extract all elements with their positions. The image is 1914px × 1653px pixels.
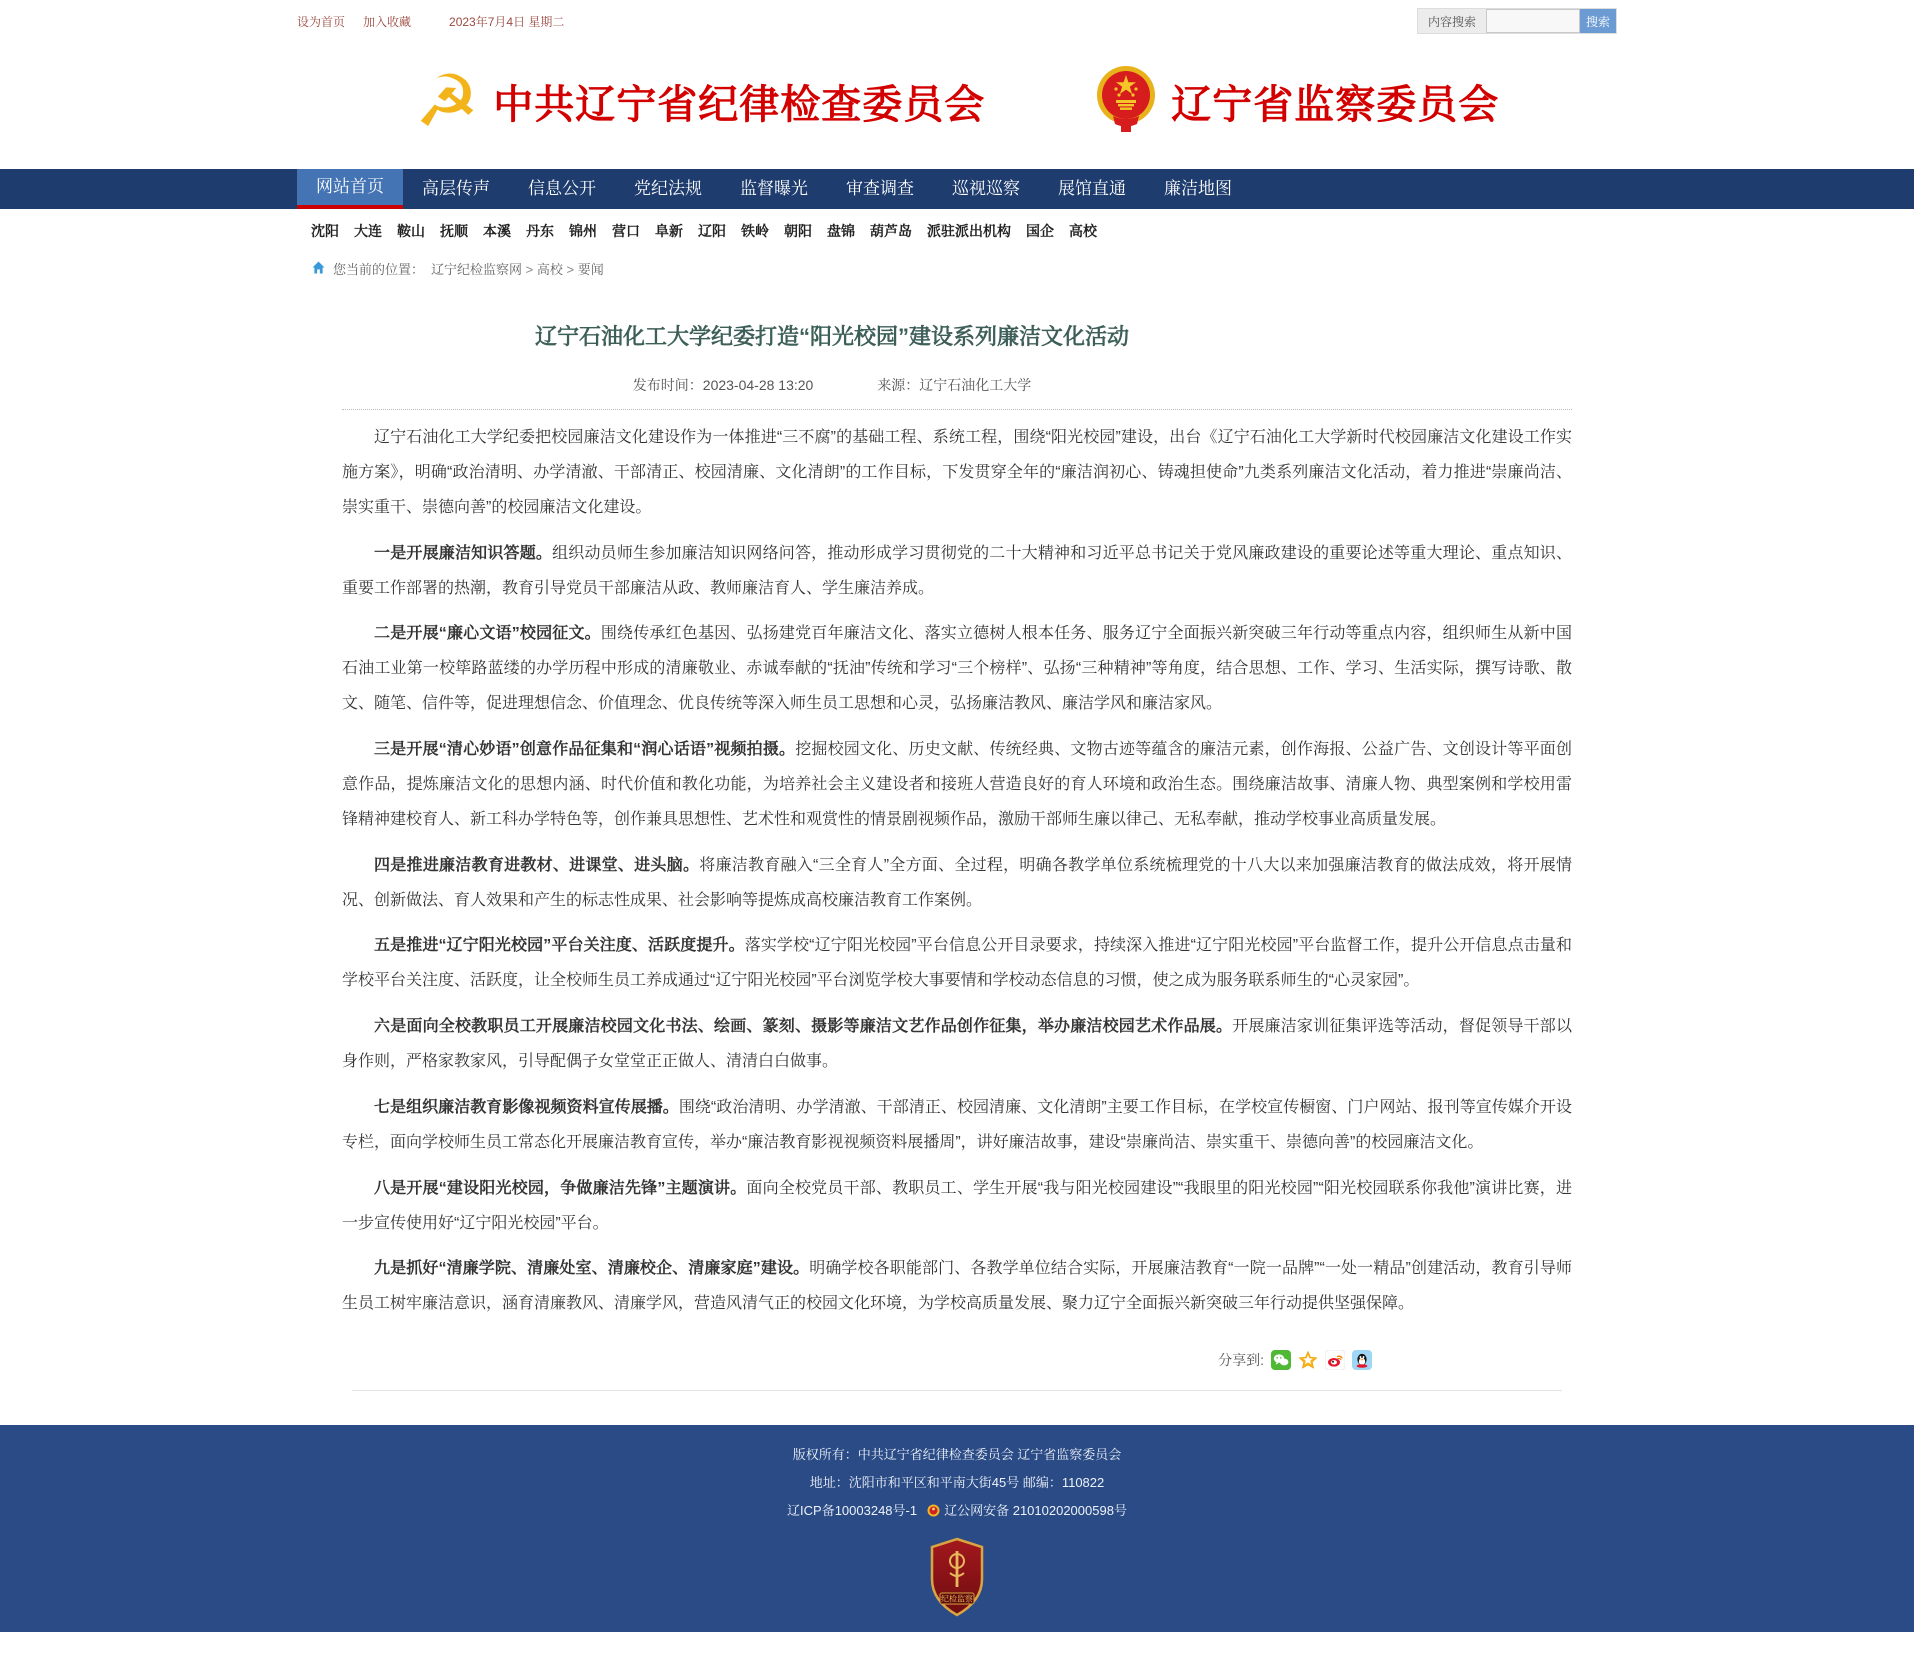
publish-time: 发布时间：2023-04-28 13:20 bbox=[632, 377, 814, 393]
qzone-icon[interactable] bbox=[1298, 1350, 1318, 1370]
article-paragraph bbox=[342, 421, 1572, 526]
main-nav bbox=[0, 169, 1914, 209]
national-emblem-icon bbox=[1095, 64, 1157, 139]
city-link[interactable]: 丹东 bbox=[526, 223, 554, 239]
search-box bbox=[1417, 8, 1617, 34]
article-paragraph bbox=[342, 1172, 1572, 1242]
paragraph-text: 围绕“政治清明、办学清澈、干部清正、校园清廉、文化清朗”主要工作目标，在学校宣传橱窗、门户网站、报刊等宣传媒介开设专栏，面向学校师生员工常态化开展廉洁教育宣传，举办“廉洁教育影视视频资料展播周”，讲好廉洁故事，建设“崇廉尚洁、崇实重干、崇德向善”的校园廉洁文化。 bbox=[342, 1098, 1572, 1151]
city-link[interactable]: 抚顺 bbox=[440, 223, 468, 239]
nav-item[interactable]: 廉洁地图 bbox=[1164, 179, 1232, 198]
supervisory-commission-brand bbox=[1095, 64, 1499, 139]
article-paragraph bbox=[342, 1252, 1572, 1322]
party-emblem-icon: ☭ bbox=[414, 61, 480, 142]
breadcrumb-link[interactable]: 辽宁纪检监察网 bbox=[431, 262, 523, 277]
city-link[interactable]: 派驻派出机构 bbox=[927, 223, 1011, 239]
site-header bbox=[297, 38, 1617, 169]
discipline-badge bbox=[0, 1537, 1914, 1620]
topbar-link[interactable]: 加入收藏 bbox=[363, 14, 412, 29]
paragraph-lead: 三是开展“清心妙语”创意作品征集和“润心话语”视频拍摄。 bbox=[374, 741, 796, 758]
breadcrumb-prefix: 您当前的位置： bbox=[333, 262, 425, 277]
city-link[interactable]: 鞍山 bbox=[397, 223, 425, 239]
breadcrumb-link[interactable]: 高校 bbox=[536, 262, 563, 277]
topbar-link[interactable]: 设为首页 bbox=[297, 14, 346, 29]
paragraph-text: 辽宁石油化工大学纪委把校园廉洁文化建设作为一体推进“三不腐”的基础工程、系统工程，围绕“阳光校园”建设，出台《辽宁石油化工大学新时代校园廉洁文化建设工作实施方案》，明确“政治清明、办学清澈、干部清正、校园清廉、文化清朗”的工作目标，下发贯穿全年的“廉洁润初心、铸魂担使命”九类系列廉洁文化活动，着力推进“崇廉尚洁、崇实重干、崇德向善”的校园廉洁文化建设。 bbox=[342, 429, 1572, 516]
nav-item[interactable]: 监督曝光 bbox=[740, 179, 808, 198]
topbar-links bbox=[297, 13, 429, 30]
city-link[interactable]: 高校 bbox=[1069, 223, 1097, 239]
city-link[interactable]: 辽阳 bbox=[698, 223, 726, 239]
nav-item[interactable]: 巡视巡察 bbox=[952, 179, 1020, 198]
paragraph-text: 落实学校“辽宁阳光校园”平台信息公开目录要求，持续深入推进“辽宁阳光校园”平台监督工作，提升公开信息点击量和学校平台关注度、活跃度，让全校师生员工养成通过“辽宁阳光校园”平台浏览学校大事要情和学校动态信息的习惯，使之成为服务联系师生的“心灵家园”。 bbox=[342, 937, 1572, 990]
meta-divider bbox=[342, 409, 1572, 410]
right-site-title: 辽宁省监察委员会 bbox=[1171, 83, 1500, 127]
article bbox=[297, 290, 1617, 1391]
nav-item[interactable]: 网站首页 bbox=[297, 169, 403, 209]
paragraph-lead: 二是开展“廉心文语”校园征文。 bbox=[374, 625, 601, 643]
city-link[interactable]: 国企 bbox=[1026, 223, 1054, 239]
paragraph-text: 将廉洁教育融入“三全育人”全方面、全过程，明确各教学单位系统梳理党的十八大以来加强廉洁教育的做法成效，将开展情况、创新做法、育人效果和产生的标志性成果、社会影响等提炼成高校廉洁教育工作案例。 bbox=[342, 856, 1572, 909]
nav-item[interactable]: 审查调查 bbox=[846, 179, 914, 198]
share-bar bbox=[342, 1350, 1572, 1370]
nav-item[interactable]: 信息公开 bbox=[528, 179, 596, 198]
city-link[interactable]: 铁岭 bbox=[741, 223, 769, 239]
icp-link[interactable]: 辽ICP备10003248号-1 bbox=[787, 1503, 918, 1519]
footer-copyright: 版权所有：中共辽宁省纪律检查委员会 辽宁省监察委员会 bbox=[792, 1447, 1122, 1463]
badge-text-glyph: 纪检监察 bbox=[941, 1594, 973, 1604]
nav-item[interactable]: 党纪法规 bbox=[634, 179, 702, 198]
paragraph-lead: 五是推进“辽宁阳光校园”平台关注度、活跃度提升。 bbox=[374, 937, 745, 955]
weibo-icon[interactable] bbox=[1325, 1350, 1345, 1370]
article-paragraph bbox=[342, 849, 1572, 919]
breadcrumb-separator: > bbox=[522, 262, 537, 277]
qq-icon[interactable] bbox=[1352, 1350, 1372, 1370]
wechat-icon[interactable] bbox=[1271, 1350, 1291, 1370]
search-input[interactable] bbox=[1486, 9, 1580, 33]
footer-address: 地址：沈阳市和平区和平南大街45号 邮编：110822 bbox=[809, 1475, 1105, 1491]
nav-item[interactable]: 高层传声 bbox=[422, 179, 490, 198]
article-paragraph bbox=[342, 1010, 1572, 1080]
article-paragraph bbox=[342, 537, 1572, 607]
paragraph-text: 挖掘校园文化、历史文献、传统经典、文物古迹等蕴含的廉洁元素，创作海报、公益广告、文创设计等平面创意作品，提炼廉洁文化的思想内涵、时代价值和教化功能，为培养社会主义建设者和接班人营造良好的育人环境和政治生态。围绕廉洁故事、清廉人物、典型案例和学校用雷锋精神建校育人、新工科办学特色等，创作兼具思想性、艺术性和观赏性的情景剧视频作品，激励干部师生廉以律己、无私奉献，推动学校事业高质量发展。 bbox=[342, 741, 1572, 828]
breadcrumb-link[interactable]: 要闻 bbox=[577, 262, 604, 277]
article-title: 辽宁石油化工大学纪委打造“阳光校园”建设系列廉洁文化活动 bbox=[534, 324, 1129, 349]
city-link[interactable]: 阜新 bbox=[655, 223, 683, 239]
police-badge-icon bbox=[927, 1499, 940, 1527]
article-source: 来源：辽宁石油化工大学 bbox=[877, 377, 1032, 393]
article-body bbox=[342, 421, 1572, 1322]
site-footer bbox=[0, 1425, 1914, 1632]
paragraph-lead: 一是开展廉洁知识答题。 bbox=[374, 544, 553, 562]
paragraph-lead: 六是面向全校教职员工开展廉洁校园文化书法、绘画、篆刻、摄影等廉洁文艺作品创作征集，举办廉洁校园艺术作品展。 bbox=[374, 1018, 1233, 1036]
city-link[interactable]: 沈阳 bbox=[311, 223, 339, 239]
article-meta bbox=[342, 375, 1322, 395]
article-paragraph bbox=[342, 733, 1572, 838]
paragraph-lead: 四是推进廉洁教育进教材、进课堂、进头脑。 bbox=[374, 856, 700, 874]
share-label: 分享到: bbox=[1218, 1352, 1264, 1369]
paragraph-text: 面向全校党员干部、教职员工、学生开展“我与阳光校园建设”“我眼里的阳光校园”“阳光校园联系你我他”演讲比赛，进一步宣传使用好“辽宁阳光校园”平台。 bbox=[342, 1179, 1572, 1232]
paragraph-text: 围绕传承红色基因、弘扬建党百年廉洁文化、落实立德树人根本任务、服务辽宁全面振兴新突破三年行动等重点内容，组织师生从新中国石油工业第一校筚路蓝缕的办学历程中形成的清廉敬业、赤诚奉献的“抚油”传统和学习“三个榜样”、弘扬“三种精神”等角度，结合思想、工作、学习、生活实际，撰写诗歌、散文、随笔、信件等，促进理想信念、价值理念、优良传统等深入师生员工思想和心灵，弘扬廉洁教风、廉洁学风和廉洁家风。 bbox=[342, 625, 1572, 713]
city-link[interactable]: 盘锦 bbox=[827, 223, 855, 239]
city-links bbox=[283, 209, 1631, 247]
search-button[interactable]: 搜索 bbox=[1580, 9, 1616, 33]
nav-item[interactable]: 展馆直通 bbox=[1058, 179, 1126, 198]
article-paragraph bbox=[342, 929, 1572, 999]
article-paragraph bbox=[342, 617, 1572, 722]
paragraph-text: 开展廉洁家训征集评选等活动，督促领导干部以身作则，严格家教家风，引导配偶子女堂堂正正做人、清清白白做事。 bbox=[342, 1018, 1572, 1070]
topbar bbox=[297, 0, 1617, 38]
paragraph-lead: 八是开展“建设阳光校园，争做廉洁先锋”主题演讲。 bbox=[374, 1179, 747, 1197]
city-link[interactable]: 锦州 bbox=[569, 223, 597, 239]
discipline-commission-brand bbox=[414, 61, 986, 142]
paragraph-lead: 七是组织廉洁教育影像视频资料宣传展播。 bbox=[374, 1098, 679, 1116]
footer-registration bbox=[0, 1497, 1914, 1527]
city-link[interactable]: 本溪 bbox=[483, 223, 511, 239]
paragraph-lead: 九是抓好“清廉学院、清廉处室、清廉校企、清廉家庭”建设。 bbox=[374, 1260, 810, 1278]
police-link[interactable]: 辽公网安备 21010202000598号 bbox=[944, 1503, 1127, 1519]
city-link[interactable]: 朝阳 bbox=[784, 223, 812, 239]
city-link[interactable]: 营口 bbox=[612, 223, 640, 239]
main-nav-list bbox=[297, 169, 1617, 209]
paragraph-text: 组织动员师生参加廉洁知识网络问答，推动形成学习贯彻党的二十大精神和习近平总书记关于党风廉政建设的重要论述等重大理论、重点知识、重要工作部署的热潮，教育引导党员干部廉洁从政、教师廉洁育人、学生廉洁养成。 bbox=[342, 544, 1572, 597]
article-head bbox=[342, 320, 1322, 395]
breadcrumb-separator: > bbox=[562, 262, 578, 277]
article-paragraph bbox=[342, 1091, 1572, 1161]
city-link[interactable]: 大连 bbox=[354, 223, 382, 239]
paragraph-text: 明确学校各职能部门、各教学单位结合实际，开展廉洁教育“一院一品牌”“一处一精品”创建活动，教育引导师生员工树牢廉洁意识，涵育清廉教风、清廉学风，营造风清气正的校园文化环境，为学校高质量发展、聚力辽宁全面振兴新突破三年行动提供坚强保障。 bbox=[342, 1260, 1572, 1313]
home-icon[interactable] bbox=[311, 260, 326, 278]
search-label: 内容搜索 bbox=[1427, 14, 1476, 29]
breadcrumb bbox=[283, 247, 1631, 290]
breadcrumb-trail bbox=[431, 259, 604, 278]
city-link[interactable]: 葫芦岛 bbox=[870, 223, 912, 239]
topbar-date: 2023年7月4日 星期二 bbox=[449, 14, 565, 29]
left-site-title: 中共辽宁省纪律检查委员会 bbox=[493, 83, 986, 127]
